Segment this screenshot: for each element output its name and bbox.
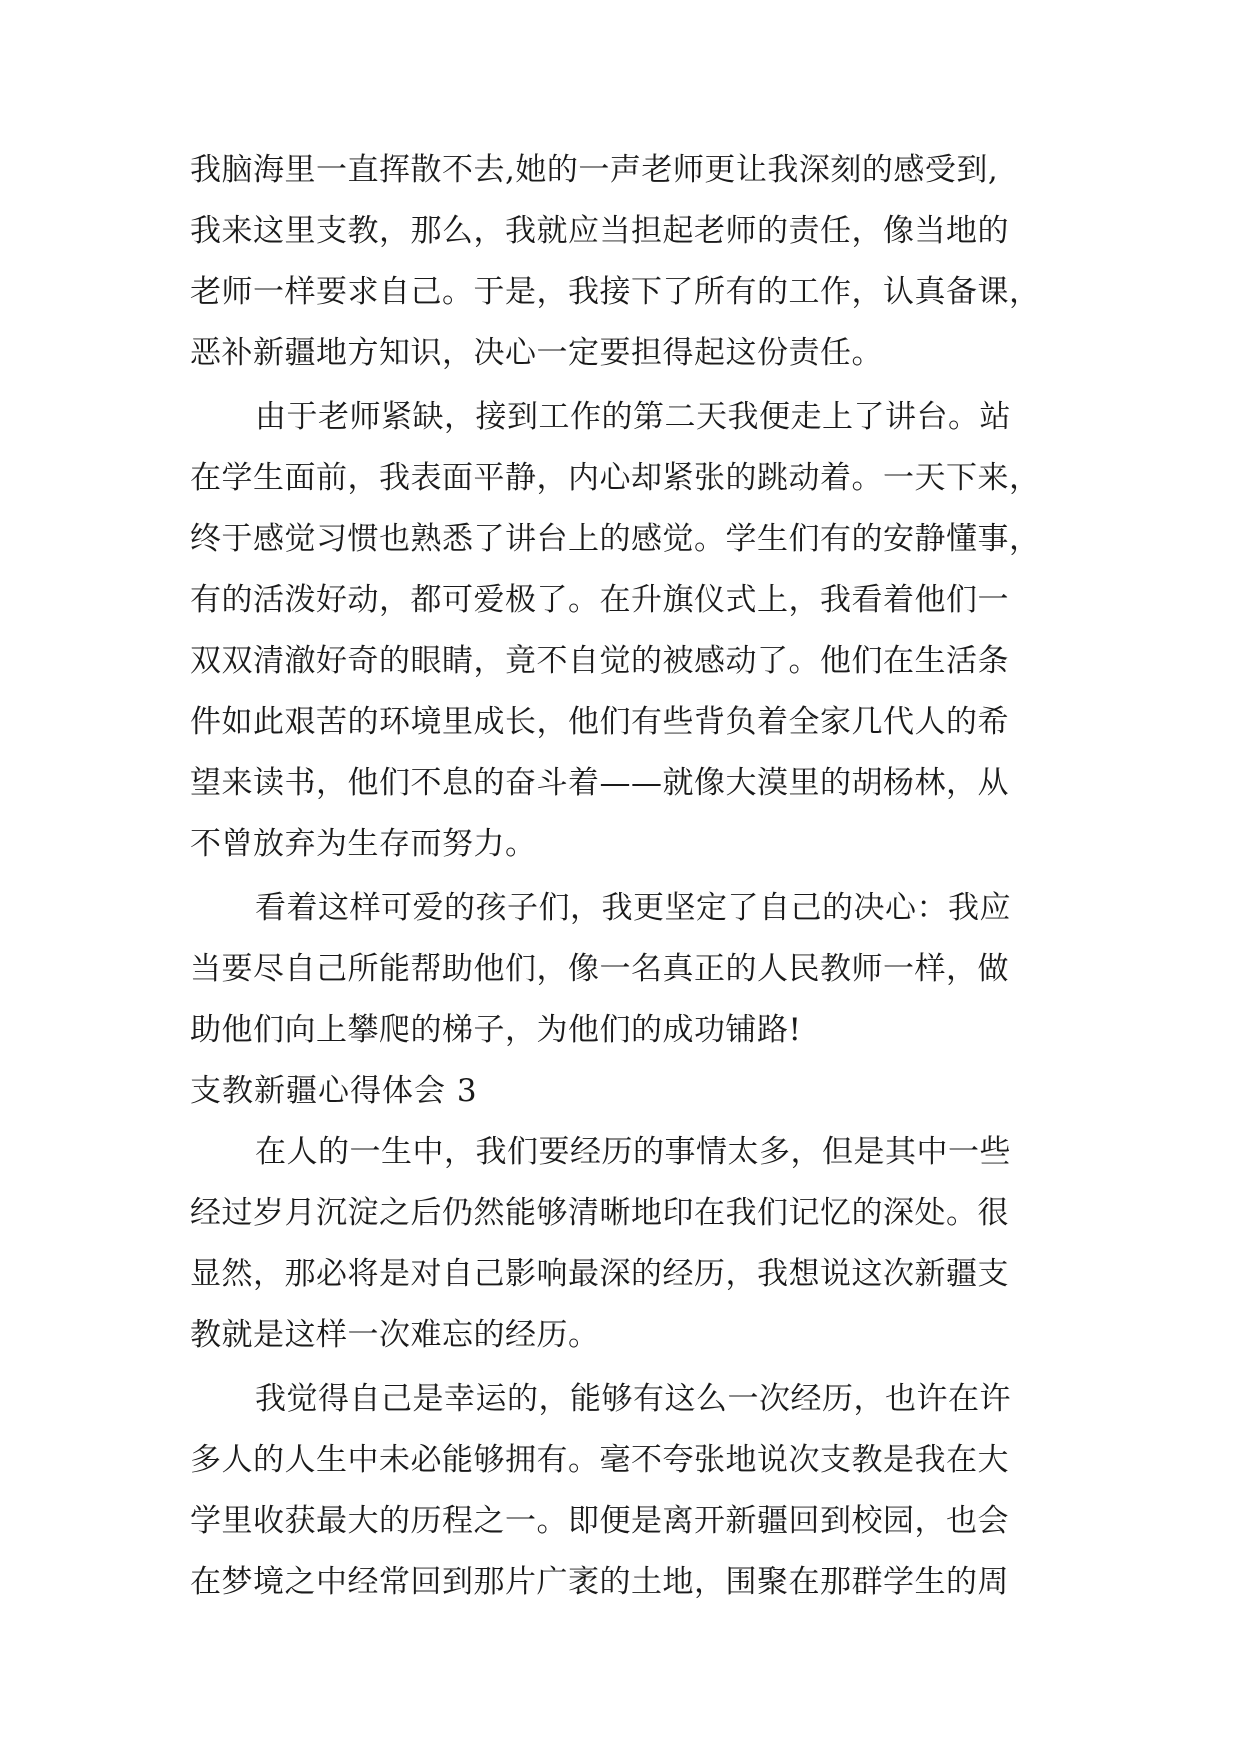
text-line: 教就是这样一次难忘的经历。 [190, 1317, 600, 1353]
text-line: 我来这里支教，那么，我就应当担起老师的责任，像当地的 [190, 213, 1009, 249]
text-line: 学里收获最大的历程之一。即便是离开新疆回到校园，也会 [190, 1503, 1009, 1539]
paragraph-first-line: 我觉得自己是幸运的，能够有这么一次经历，也许在许 [255, 1381, 1011, 1417]
text-line: 当要尽自己所能帮助他们，像一名真正的人民教师一样，做 [190, 951, 1009, 987]
text-line: 双双清澈好奇的眼睛，竟不自觉的被感动了。他们在生活条 [190, 643, 1009, 679]
text-line: 老师一样要求自己。于是，我接下了所有的工作，认真备课， [190, 274, 1041, 310]
paragraph-first-line: 看着这样可爱的孩子们，我更坚定了自己的决心：我应 [255, 890, 1011, 926]
paragraph-first-line: 由于老师紧缺，接到工作的第二天我便走上了讲台。站 [255, 399, 1011, 435]
text-line: 助他们向上攀爬的梯子，为他们的成功铺路! [190, 1012, 802, 1048]
text-line: 终于感觉习惯也熟悉了讲台上的感觉。学生们有的安静懂事， [190, 521, 1041, 557]
text-line: 件如此艰苦的环境里成长，他们有些背负着全家几代人的希 [190, 704, 1009, 740]
text-line: 不曾放弃为生存而努力。 [190, 826, 537, 862]
text-line: 恶补新疆地方知识，决心一定要担得起这份责任。 [190, 335, 883, 371]
text-line: 经过岁月沉淀之后仍然能够清晰地印在我们记忆的深处。很 [190, 1195, 1009, 1231]
text-line: 在梦境之中经常回到那片广袤的土地，围聚在那群学生的周 [190, 1564, 1009, 1600]
section-heading: 支教新疆心得体会 3 [190, 1073, 478, 1109]
text-line: 望来读书，他们不息的奋斗着——就像大漠里的胡杨林，从 [190, 765, 1009, 801]
text-line: 显然，那必将是对自己影响最深的经历，我想说这次新疆支 [190, 1256, 1009, 1292]
text-line: 我脑海里一直挥散不去,她的一声老师更让我深刻的感受到, [190, 152, 999, 188]
text-line: 多人的人生中未必能够拥有。毫不夸张地说次支教是我在大 [190, 1442, 1009, 1478]
text-line: 有的活泼好动，都可爱极了。在升旗仪式上，我看着他们一 [190, 582, 1009, 618]
text-line: 在学生面前，我表面平静，内心却紧张的跳动着。一天下来， [190, 460, 1041, 496]
paragraph-first-line: 在人的一生中，我们要经历的事情太多，但是其中一些 [255, 1134, 1011, 1170]
